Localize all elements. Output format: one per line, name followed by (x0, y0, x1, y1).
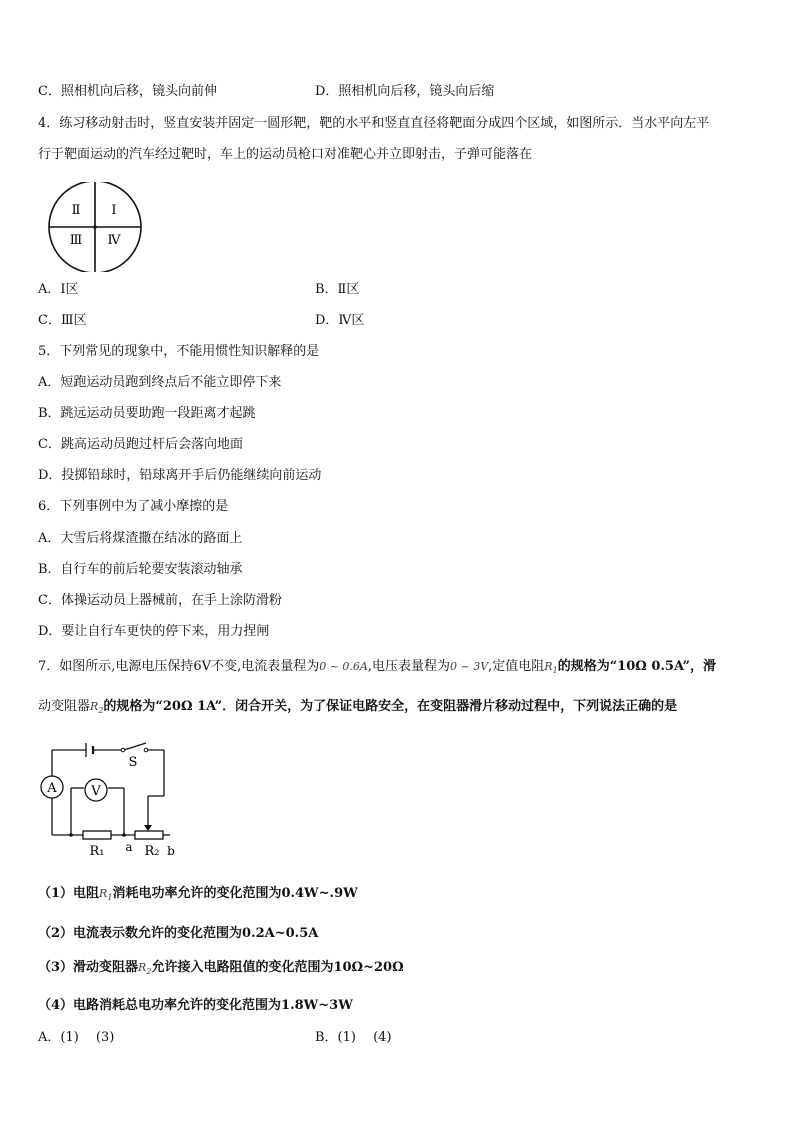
q5-option-c: C．跳高运动员跑过杆后会落向地面 (38, 437, 243, 452)
q6-stem: 6．下列事例中为了减小摩擦的是 (38, 499, 229, 514)
point-a-label: a (125, 840, 133, 854)
q7-statement-4: （4）电路消耗总电功率允许的变化范围为1.8W~3W (38, 998, 353, 1013)
q4-stem-line1: 4．练习移动射击时，竖直安装并固定一圆形靶，靶的水平和竖直直径将靶面分成四个区域，如图所示．当水平向左平 (38, 116, 710, 131)
q6-option-c: C．体操运动员上器械前，在手上涂防滑粉 (38, 593, 282, 608)
circuit-diagram (36, 738, 186, 860)
target-diagram (46, 182, 146, 272)
q7-statement-2: （2）电流表示数允许的变化范围为0.2A~0.5A (38, 926, 319, 941)
statement-3-symbol (138, 961, 151, 974)
q4-stem-line2: 行于靶面运动的汽车经过靶时，车上的运动员枪口对准靶心并立即射击，子弹可能落在 (38, 147, 533, 162)
q7-stem-line2 (38, 699, 677, 719)
junction-dot-a (122, 833, 126, 837)
r1-symbol (544, 660, 557, 673)
r2-label: R₂ (144, 844, 160, 859)
q7-option-a: A．(1) (3) (38, 1030, 115, 1045)
voltmeter-range: 0 ~ 3V (450, 660, 489, 673)
q7-statement-3 (38, 960, 404, 980)
statement-1-suffix: 消耗电功率允许的变化范围为0.4W~.9W (112, 886, 358, 901)
q6-option-d: D．要让自行车更快的停下来，用力捏闸 (38, 624, 270, 639)
slider-arrow-icon (144, 825, 152, 831)
statement-3-letter: R (138, 961, 147, 974)
ammeter-label: A (47, 781, 57, 796)
ammeter-range: 0 ~ 0.6A (319, 660, 368, 673)
q6-option-b: B．自行车的前后轮要安装滚动轴承 (38, 562, 243, 577)
q7-stem-line1 (38, 659, 716, 679)
statement-1-symbol (99, 887, 112, 900)
q5-option-b: B．跳远运动员要助跑一段距离才起跳 (38, 406, 256, 421)
switch-contact-left (121, 748, 125, 752)
q7-option-b: B．(1) (4) (315, 1030, 392, 1045)
q4-option-b: B．Ⅱ区 (315, 282, 360, 297)
q7-statement-1 (38, 886, 358, 906)
switch-label: S (128, 755, 138, 770)
statement-1-subscript: 1 (107, 893, 113, 902)
q3-option-d: D．照相机向后移，镜头向后缩 (315, 84, 495, 99)
point-b-label: b (167, 844, 175, 858)
q5-option-d: D．投掷铅球时，铅球离开手后仍能继续向前运动 (38, 468, 322, 483)
q7-stem-text-f: 的规格为“20Ω 1A”．闭合开关，为了保证电路安全，在变阻器滑片移动过程中，下列说法正确的是 (103, 699, 678, 714)
q7-stem-text-d: 的规格为“10Ω 0.5A”，滑 (557, 659, 716, 674)
q4-option-a: A．Ⅰ区 (38, 282, 79, 297)
q6-option-a: A．大雪后将煤渣撒在结冰的路面上 (38, 531, 243, 546)
statement-1-prefix: （1）电阻 (38, 886, 100, 901)
junction-dot-left (69, 833, 73, 837)
r1-subscript: 1 (552, 666, 558, 675)
q7-stem-text-c: ,定值电阻 (488, 659, 545, 674)
resistor-r1 (83, 831, 111, 839)
q5-option-a: A．短跑运动员跑到终点后不能立即停下来 (38, 375, 282, 390)
statement-3-suffix: 允许接入电路阻值的变化范围为10Ω~20Ω (151, 960, 404, 975)
region-label-2: Ⅱ (71, 203, 81, 218)
q5-stem: 5．下列常见的现象中，不能用惯性知识解释的是 (38, 344, 320, 359)
r2-letter: R (90, 700, 99, 713)
statement-1-letter: R (99, 887, 108, 900)
target-center (93, 225, 97, 229)
q7-stem-text-e: 动变阻器 (38, 699, 91, 714)
rheostat-r2 (135, 831, 163, 839)
r1-letter: R (544, 660, 553, 673)
q4-option-c: C．Ⅲ区 (38, 313, 87, 328)
voltmeter-label: V (91, 784, 101, 799)
r2-subscript: 2 (98, 706, 104, 715)
q7-stem-text-b: ,电压表量程为 (367, 659, 450, 674)
r2-symbol (90, 700, 103, 713)
switch-blade (124, 743, 146, 750)
q3-option-c: C．照相机向后移，镜头向前伸 (38, 84, 217, 99)
region-label-3: Ⅲ (69, 233, 83, 248)
r1-label: R₁ (89, 844, 105, 859)
switch-contact-right (144, 748, 148, 752)
statement-3-prefix: （3）滑动变阻器 (38, 960, 139, 975)
region-label-1: Ⅰ (111, 203, 117, 218)
statement-3-subscript: 2 (146, 967, 152, 976)
region-label-4: Ⅳ (107, 233, 121, 248)
q7-stem-text-a: 7．如图所示,电源电压保持6V不变,电流表量程为 (38, 659, 320, 674)
q4-option-d: D．Ⅳ区 (315, 313, 365, 328)
